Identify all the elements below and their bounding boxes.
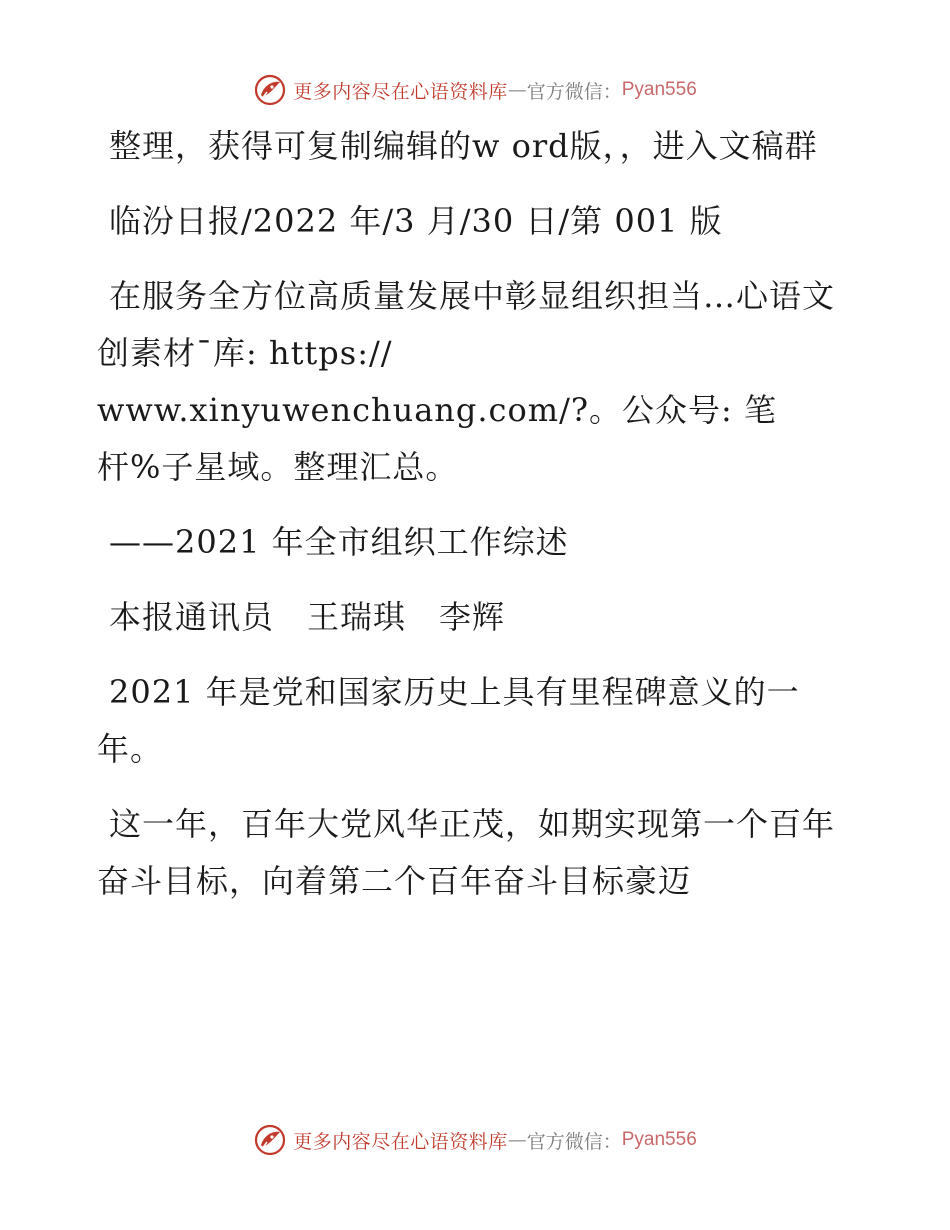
paragraph-byline xyxy=(97,589,837,646)
banner-text: 更多内容尽在心语资料库 xyxy=(293,1130,508,1153)
banner-separator: — xyxy=(507,1129,527,1151)
paragraph-text: 本报通讯员 王瑞琪 李辉 xyxy=(109,598,506,636)
paragraph-intro xyxy=(97,118,837,175)
paragraph-text: 临汾日报/2022 年/3 月/30 日/第 001 版 xyxy=(109,202,723,240)
paragraph-url xyxy=(97,382,837,496)
paragraph-body-1 xyxy=(97,664,837,778)
header-banner xyxy=(0,70,950,110)
banner-wechat-id: Pyan556 xyxy=(621,79,697,100)
paragraph-source xyxy=(97,193,837,250)
pen-nib-logo-icon xyxy=(253,1123,287,1157)
paragraph-title xyxy=(97,268,837,382)
paragraph-text: 整理，获得可复制编辑的w ord版，，进入文稿群 xyxy=(109,127,818,165)
paragraph-text: 这一年，百年大党风华正茂，如期实现第一个百年奋斗目标，向着第二个百年奋斗目标豪迈 xyxy=(97,805,836,900)
paragraph-text: www.xinyuwenchuang.com/?。公众号: 笔杆%子星域。整理汇总。 xyxy=(97,391,777,486)
paragraph-text: 2021 年是党和国家历史上具有里程碑意义的一年。 xyxy=(97,673,800,768)
banner-wechat-label: 官方微信： xyxy=(526,80,622,103)
paragraph-text: ——2021 年全市组织工作综述 xyxy=(109,523,569,561)
paragraph-text: 在服务全方位高质量发展中彰显组织担当…心语文创素材¯库: https:// xyxy=(97,277,836,372)
banner-wechat-id: Pyan556 xyxy=(621,1129,697,1150)
banner-wechat-label: 官方微信： xyxy=(526,1130,622,1153)
pen-nib-logo-icon xyxy=(253,73,287,107)
paragraph-subtitle xyxy=(97,514,837,571)
document-body xyxy=(97,118,837,928)
banner-separator: — xyxy=(507,79,527,101)
footer-banner xyxy=(0,1120,950,1160)
paragraph-body-2 xyxy=(97,796,837,910)
banner-text: 更多内容尽在心语资料库 xyxy=(293,80,508,103)
